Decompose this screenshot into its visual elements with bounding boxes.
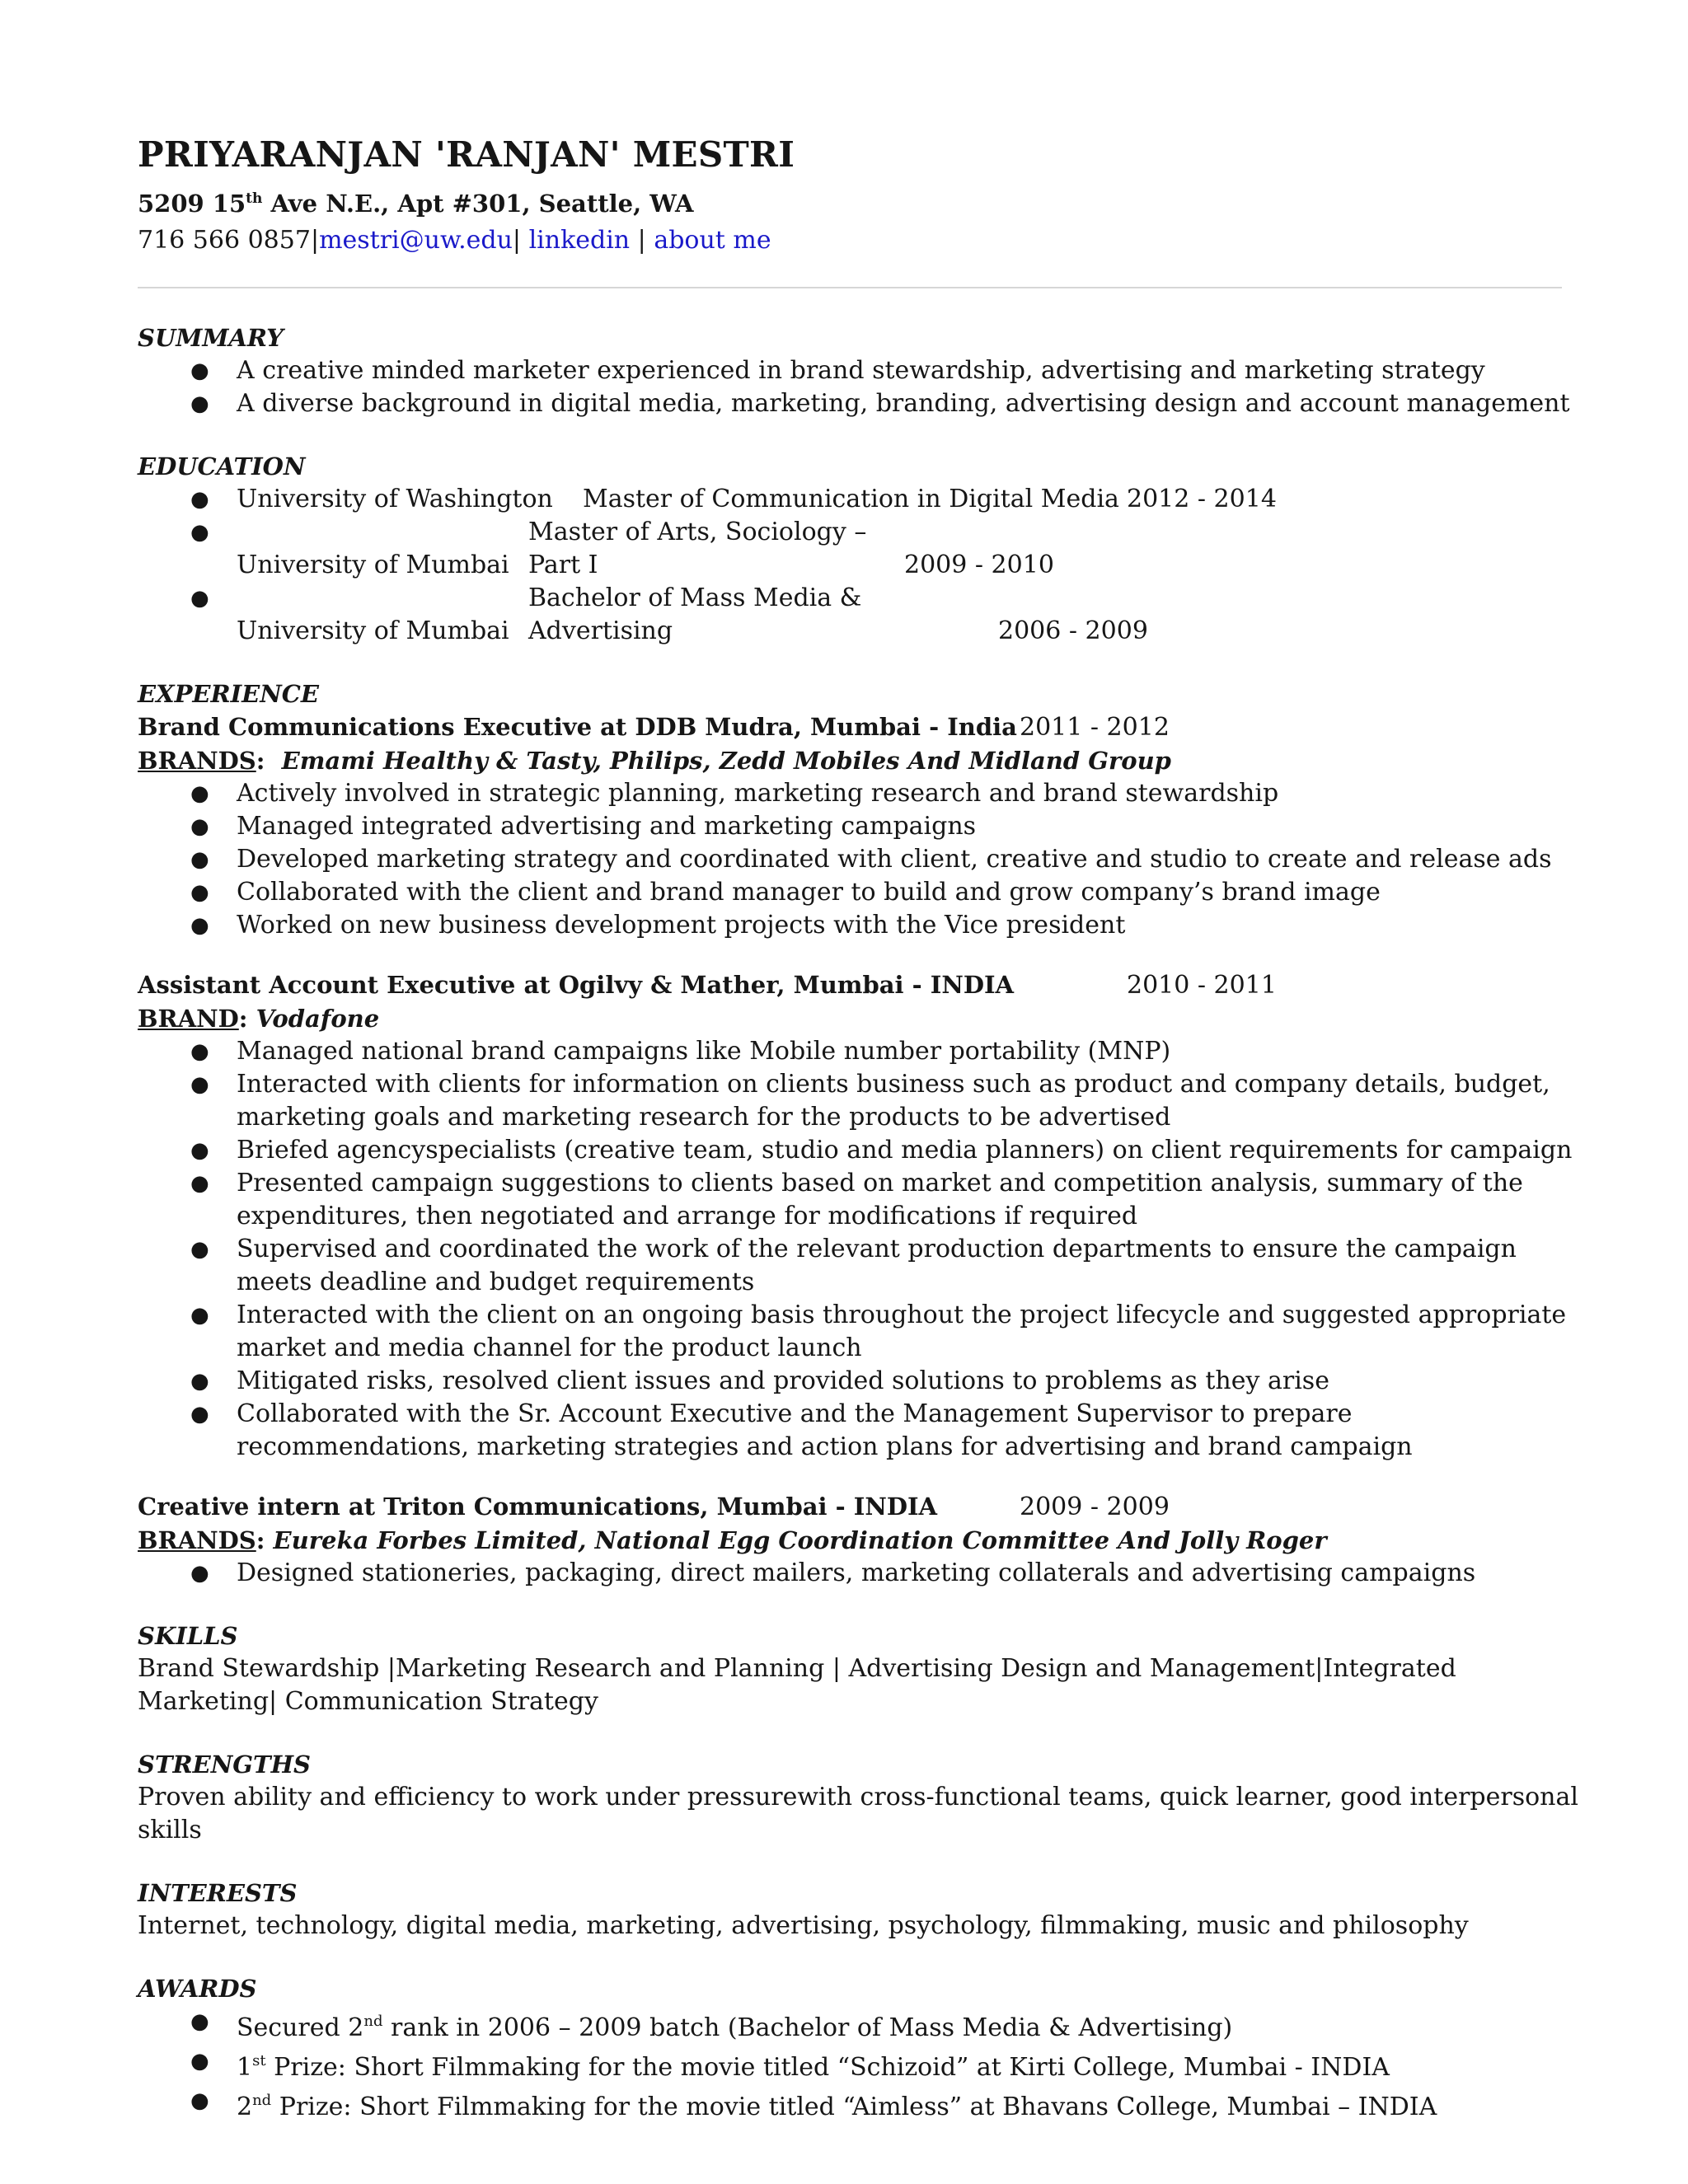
job-heading bbox=[138, 968, 1580, 1002]
job-title: Creative intern at Triton Communications, Mumbai - INDIA bbox=[138, 1493, 938, 1521]
list-item-text: Supervised and coordinated the work of the relevant production departments to ensure the campaign meets deadline and budget requirements bbox=[237, 1235, 1517, 1296]
list-item bbox=[138, 1233, 1580, 1299]
bullet-icon: ● bbox=[190, 1561, 209, 1586]
education-row bbox=[138, 516, 1580, 582]
list-item bbox=[138, 1299, 1580, 1365]
award-ordinal: nd bbox=[363, 2013, 383, 2030]
bullet-icon: ● bbox=[190, 2088, 209, 2113]
list-item bbox=[138, 1557, 1580, 1590]
job-dates: 2011 - 2012 bbox=[1020, 713, 1170, 742]
bullet-icon: ● bbox=[190, 487, 209, 512]
education-section bbox=[138, 450, 1580, 648]
job-entry bbox=[138, 710, 1580, 942]
list-item-text: Briefed agencyspecialists (creative team, studio and media planners) on client requirements for campaign bbox=[237, 1136, 1573, 1165]
degree: Master of Arts, Sociology – Part I bbox=[528, 518, 867, 579]
award-part: 2 bbox=[237, 2093, 253, 2121]
brands-label: BRANDS bbox=[138, 1526, 256, 1554]
section-title: SKILLS bbox=[138, 1622, 238, 1650]
bullet-icon: ● bbox=[190, 847, 209, 872]
job-title: Assistant Account Executive at Ogilvy & Mather, Mumbai - INDIA bbox=[138, 971, 1015, 999]
bullet-icon: ● bbox=[190, 880, 209, 905]
list-item bbox=[138, 1398, 1580, 1464]
brands-colon: : bbox=[256, 747, 282, 775]
experience-section bbox=[138, 677, 1580, 1590]
job-dates: 2010 - 2011 bbox=[1127, 971, 1277, 1000]
award-part: Secured 2 bbox=[237, 2013, 364, 2042]
bullet-icon: ● bbox=[190, 520, 209, 545]
list-item-text: A diverse background in digital media, marketing, branding, advertising design and account management bbox=[237, 389, 1570, 418]
candidate-name: PRIYARANJAN 'RANJAN' MESTRI bbox=[138, 134, 795, 175]
bullet-icon: ● bbox=[190, 1171, 209, 1196]
bullet-icon: ● bbox=[190, 1303, 209, 1328]
job-bullets bbox=[138, 1035, 1580, 1464]
list-item-text: Collaborated with the Sr. Account Executive and the Management Supervisor to prepare recommendations, marketing strategies and action plans for advertising and brand campaign bbox=[237, 1399, 1413, 1461]
award-part: 1 bbox=[237, 2053, 253, 2082]
award-part: Prize: Short Filmmaking for the movie titled “Schizoid” at Kirti College, Mumbai - INDIA bbox=[265, 2053, 1390, 2082]
bullet-icon: ● bbox=[190, 913, 209, 938]
bullet-icon: ● bbox=[190, 1138, 209, 1163]
brands-line bbox=[138, 1524, 1580, 1557]
awards-list bbox=[138, 2005, 1580, 2124]
years: 2012 - 2014 bbox=[1127, 485, 1277, 513]
job-entry bbox=[138, 968, 1580, 1464]
list-item-text: Interacted with clients for information on clients business such as product and company details, budget, marketing goals and marketing research for the products to be advertised bbox=[237, 1070, 1550, 1132]
bullet-icon: ● bbox=[190, 1402, 209, 1427]
address-part: Ave N.E., Apt #301, Seattle, WA bbox=[262, 190, 694, 218]
job-dates: 2009 - 2009 bbox=[1020, 1493, 1170, 1521]
brands-label: BRAND bbox=[138, 1005, 239, 1033]
job-title: Brand Communications Executive at DDB Mudra, Mumbai - India bbox=[138, 713, 1017, 741]
list-item bbox=[138, 909, 1580, 942]
list-item bbox=[138, 876, 1580, 909]
list-item bbox=[138, 2084, 1580, 2124]
separator: | bbox=[310, 226, 320, 255]
award-ordinal: st bbox=[252, 2052, 266, 2069]
list-item bbox=[138, 387, 1580, 420]
job-bullets bbox=[138, 777, 1580, 942]
job-heading bbox=[138, 710, 1580, 744]
list-item bbox=[138, 2005, 1580, 2045]
job-heading bbox=[138, 1490, 1580, 1524]
brands-value: Vodafone bbox=[256, 1005, 380, 1033]
education-list bbox=[138, 483, 1580, 648]
award-text bbox=[237, 2013, 1232, 2042]
list-item-text: Interacted with the client on an ongoing basis throughout the project lifecycle and suggested appropriate market and media channel for the product launch bbox=[237, 1301, 1567, 1362]
list-item bbox=[138, 1035, 1580, 1068]
award-text bbox=[237, 2093, 1437, 2121]
job-entry bbox=[138, 1490, 1580, 1590]
list-item bbox=[138, 843, 1580, 876]
award-part: Prize: Short Filmmaking for the movie titled “Aimless” at Bhavans College, Mumbai – INDIA bbox=[271, 2093, 1437, 2121]
section-title: INTERESTS bbox=[138, 1879, 298, 1907]
bullet-icon: ● bbox=[190, 391, 209, 416]
address-part: 5209 15 bbox=[138, 190, 246, 218]
section-title: AWARDS bbox=[138, 1975, 257, 2003]
brands-value: Eureka Forbes Limited, National Egg Coordination Committee And Jolly Roger bbox=[273, 1526, 1327, 1554]
brands-colon: : bbox=[238, 1005, 256, 1033]
brands-value: Emami Healthy & Tasty, Philips, Zedd Mobiles And Midland Group bbox=[281, 747, 1171, 775]
linkedin-link[interactable]: linkedin bbox=[528, 226, 631, 255]
bullet-icon: ● bbox=[190, 1072, 209, 1097]
list-item-text: Presented campaign suggestions to clients based on market and competition analysis, summary of the expenditures, then negotiated and arrange for modifications if required bbox=[237, 1169, 1523, 1230]
job-bullets bbox=[138, 1557, 1580, 1590]
list-item-text: Collaborated with the client and brand manager to build and grow company’s brand image bbox=[237, 878, 1381, 907]
education-row bbox=[138, 582, 1580, 648]
summary-section bbox=[138, 321, 1580, 420]
brands-label: BRANDS bbox=[138, 747, 256, 775]
brands-line bbox=[138, 1002, 1580, 1035]
list-item bbox=[138, 810, 1580, 843]
awards-section bbox=[138, 1972, 1580, 2124]
list-item bbox=[138, 2045, 1580, 2084]
years: 2009 - 2010 bbox=[904, 551, 1054, 579]
strengths-section bbox=[138, 1748, 1580, 1847]
list-item bbox=[138, 1068, 1580, 1134]
list-item-text: A creative minded marketer experienced in brand stewardship, advertising and marketing strategy bbox=[237, 356, 1485, 385]
interests-section bbox=[138, 1877, 1580, 1943]
about-me-link[interactable]: about me bbox=[654, 226, 771, 255]
list-item-text: Managed integrated advertising and marketing campaigns bbox=[237, 812, 977, 841]
phone: 716 566 0857 bbox=[138, 226, 311, 255]
list-item-text: Managed national brand campaigns like Mobile number portability (MNP) bbox=[237, 1037, 1171, 1066]
interests-text: Internet, technology, digital media, marketing, advertising, psychology, filmmaking, music and philosophy bbox=[138, 1911, 1469, 1940]
contact-line bbox=[138, 223, 1580, 259]
bullet-icon: ● bbox=[190, 1039, 209, 1064]
list-item bbox=[138, 1365, 1580, 1398]
bullet-icon: ● bbox=[190, 1237, 209, 1262]
resume-page bbox=[138, 132, 1580, 2124]
bullet-icon: ● bbox=[190, 1369, 209, 1394]
address-ordinal: th bbox=[246, 190, 263, 207]
list-item-text: Developed marketing strategy and coordinated with client, creative and studio to create and release ads bbox=[237, 845, 1552, 874]
award-part: rank in 2006 – 2009 batch (Bachelor of Mass Media & Advertising) bbox=[382, 2013, 1233, 2042]
list-item bbox=[138, 354, 1580, 387]
skills-text: Brand Stewardship |Marketing Research and Planning | Advertising Design and Management|Integrated Marketing| Communication Strategy bbox=[138, 1654, 1456, 1716]
email-link[interactable]: mestri@uw.edu bbox=[319, 226, 513, 255]
bullet-icon: ● bbox=[190, 2009, 209, 2034]
skills-section bbox=[138, 1619, 1580, 1718]
list-item-text: Worked on new business development projects with the Vice president bbox=[237, 911, 1126, 940]
list-item-text: Actively involved in strategic planning, marketing research and brand stewardship bbox=[237, 779, 1279, 808]
separator: | bbox=[630, 226, 654, 255]
list-item bbox=[138, 777, 1580, 810]
award-text bbox=[237, 2053, 1390, 2082]
section-title: SUMMARY bbox=[138, 324, 284, 352]
brands-line bbox=[138, 744, 1580, 777]
school: University of Mumbai bbox=[237, 551, 509, 579]
education-row bbox=[138, 483, 1580, 516]
section-title: EXPERIENCE bbox=[138, 680, 319, 708]
award-ordinal: nd bbox=[252, 2092, 272, 2109]
section-title: STRENGTHS bbox=[138, 1750, 311, 1779]
header-divider bbox=[138, 287, 1562, 288]
bullet-icon: ● bbox=[190, 814, 209, 839]
bullet-icon: ● bbox=[190, 586, 209, 611]
section-title: EDUCATION bbox=[138, 452, 306, 480]
degree: Master of Communication in Digital Media bbox=[583, 485, 1119, 513]
bullet-icon: ● bbox=[190, 2049, 209, 2074]
bullet-icon: ● bbox=[190, 359, 209, 383]
summary-list bbox=[138, 354, 1580, 420]
list-item-text: Designed stationeries, packaging, direct mailers, marketing collaterals and advertising campaigns bbox=[237, 1558, 1476, 1587]
bullet-icon: ● bbox=[190, 781, 209, 806]
degree: Bachelor of Mass Media & Advertising bbox=[528, 583, 862, 645]
separator: | bbox=[512, 226, 529, 255]
school: University of Mumbai bbox=[237, 616, 509, 645]
list-item bbox=[138, 1134, 1580, 1167]
list-item-text: Mitigated risks, resolved client issues and provided solutions to problems as they arise bbox=[237, 1366, 1329, 1395]
school: University of Washington bbox=[237, 485, 553, 513]
years: 2006 - 2009 bbox=[998, 616, 1148, 645]
list-item bbox=[138, 1167, 1580, 1233]
strengths-text: Proven ability and efficiency to work under pressurewith cross-functional teams, quick learner, good interpersonal skills bbox=[138, 1783, 1578, 1844]
brands-colon: : bbox=[256, 1526, 274, 1554]
address bbox=[138, 180, 1580, 223]
